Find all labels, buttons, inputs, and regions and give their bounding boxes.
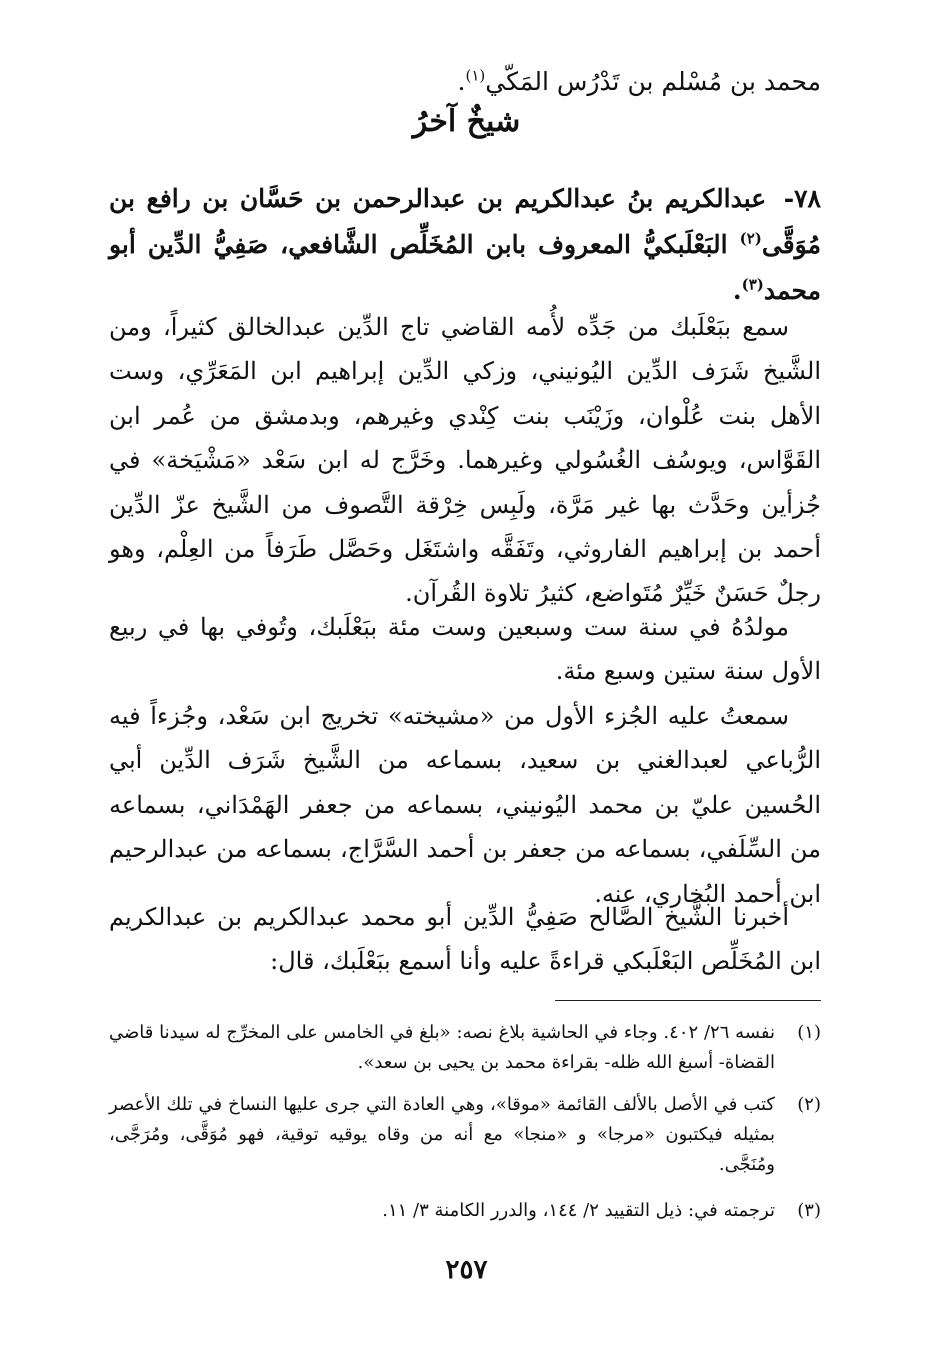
body-paragraph: سمع ببَعْلَبك من جَدِّه لأُمه القاضي تاج الدِّين عبدالخالق كثيراً، ومن الشَّيخ شَرَف الدِّين اليُونيني، وزكي الدِّين إبراهيم ابن المَعَرِّي، وست الأهل بنت عُلْوان، وزَيْنَب بنت كِنْدي وغيرهم، وبدمشق من عُمر ابن القَوَّاس، ويوسُف الغُسُولي وغيرهما. وخَرَّج له ابن سَعْد «مَشْيَخة» في جُزأين وحَدَّث بها غير مَرَّة، ولَبِس خِرْقة التَّصوف من الشَّيخ عزّ الدِّين أحمد بن إبراهيم الفاروثي، وتَفَقَّه واشتَغَل وحَصَّل طَرَفاً من العِلْم، وهو رجلٌ حَسَنٌ خَيِّرٌ مُتَواضع، كثيرُ تلاوة القُرآن. — [109, 313, 821, 608]
footnote-ref-2: (٢) — [739, 229, 762, 248]
body-paragraph: أخبرنا الشَّيخ الصَّالح صَفِيُّ الدِّين أبو محمد عبدالكريم بن عبدالكريم ابن المُخَلِّص البَعْلَبكي قراءةً عليه وأنا أسمع ببَعْلَبك، قال: — [109, 903, 821, 976]
footnote-number: (٢) — [797, 1094, 821, 1115]
body-paragraph: سمعتُ عليه الجُزء الأول من «مشيخته» تخريج ابن سَعْد، وجُزءاً فيه الرُّباعي لعبدالغني بن سعيد، بسماعه من الشَّيخ شَرَف الدِّين أبي الحُسين عليّ بن محمد اليُونيني، بسماعه من جعفر الهَمْدَاني، بسماعه من السِّلَفي، بسماعه من جعفر بن أحمد السَّرَّاج، بسماعه من عبدالرحيم ابن أحمد البُخاري، عنه. — [109, 702, 822, 908]
footnote-text: ترجمته في: ذيل التقييد ٢/ ١٤٤، والدرر الكامنة ٣/ ١١. — [382, 1200, 775, 1221]
footnote-text: نفسه ٢٦/ ٤٠٢. وجاء في الحاشية بلاغ نصه: «بلغ في الخامس على المخرِّج له سيدنا قاضي القضاة- أسبغ الله ظله- بقراءة محمد بن يحيى بن سعد». — [109, 1022, 775, 1073]
page-number: ٢٥٧ — [445, 1255, 488, 1285]
footnote-ref-1: (١) — [465, 66, 486, 85]
body-paragraph: مولدُهُ في سنة ست وسبعين وست مئة ببَعْلَبك، وتُوفي بها في ربيع الأول سنة ستين وسبع مئة. — [109, 613, 821, 686]
footnote-text: كتب في الأصل بالألف القائمة «موقا»، وهي العادة التي جرى عليها النساخ في تلك الأعصر بمثيله فيكتبون «مرجا» و «منجا» مع أنه من وقاه يوقيه توقية، فهو مُوَقَّى، ومُرَجَّى، ومُنَجَّى. — [109, 1094, 775, 1175]
footnote — [109, 1018, 821, 1078]
footnote-number: (٣) — [797, 1200, 821, 1221]
section-heading: شيخٌ آخرُ — [412, 104, 521, 139]
entry-name-part2: البَعْلَبكيُّ المعروف بابن المُخَلِّص الشَّافعي، صَفِيُّ الدِّين أبو محمد — [109, 230, 821, 305]
footnote-separator — [555, 1000, 821, 1001]
footnote-ref-3: (٣) — [741, 275, 764, 294]
entry-number: ٧٨- — [783, 184, 821, 213]
period: . — [732, 276, 742, 305]
entry-heading — [109, 176, 821, 314]
footnote — [109, 1196, 821, 1226]
footnote-number: (١) — [797, 1022, 821, 1043]
entry-name-part1: عبدالكريم بنُ عبدالكريم بن عبدالرحمن بن حَسَّان بن رافع بن مُوَقَّى — [109, 184, 821, 259]
period: . — [457, 67, 466, 96]
footnote — [109, 1090, 821, 1180]
previous-entry-ending — [101, 62, 821, 102]
previous-entry-text: محمد بن مُسْلم بن تَدْرُس المَكّي — [485, 67, 821, 96]
